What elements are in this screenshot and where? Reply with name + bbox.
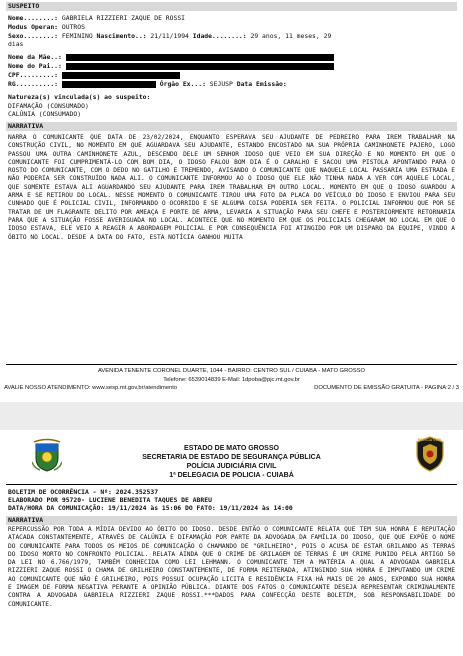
modus-value: OUTROS <box>61 23 85 31</box>
sexo-row <box>8 32 331 40</box>
header-divider <box>6 484 457 485</box>
nascimento-label: Nascimento..: <box>96 32 147 40</box>
narrativa-text: NARRA O COMUNICANTE QUE DATA DE 23/02/2024, ENQUANTO ESPERAVA SEU AJUDANTE DE PEDREIRO PARA IREM TRABALHAR NA CONSTRUÇÃO CIVIL, NO MOMENTO EM QUE AGUARDAVA SEU AJUDANTE, ESTANDO ENCOSTADO NA SUA PRÓPRIA CAMINHONETE PAJERO, LOGO PASSOU UMA OUTRA CAMINHONETE AZUL, DESCENDO DELE UM SENHOR IDOSO QUE VEIO EM SUA DIREÇÃO E NO MOMENTO EM QUE O COMUNICANTE FOI CUMPRIMENTÁ-LO COM BOM DIA, O IDOSO FALOU BOM DIA É O CARALHO E SACOU UMA PISTOLA APONTANDO PARA O ROSTO DO COMUNICANTE, COM O DEDO NO GATILHO E TREMENDO, AVISANDO O COMUNICANTE QUE NAQUELE LOCAL PASSARIA UMA ESTRADA E NÃO PODERIA SER CONSTRUÍDO NADA ALI. O COMUNICANTE INFORMOU AO O IDOSO QUE ELE NÃO TINHA NADA A VER COM AQUELE LOCAL, QUE SOMENTE ESTAVA ALI AGUARDANDO SEU AJUDANTE PARA IREM TRABALHAR EM OUTRO LOCAL. MOMENTO EM QUE O IDOSO GUARDOU A ARMA E SE RETIROU DO LOCAL. NESSE MOMENTO O COMUNICANTE TIROU UMA FOTO DA PLACA DO VEÍCULO DO IDOSO E ENVIOU PARA SEU CUNHADO QUE É POLICIAL CIVIL, INFORMANDO O OCORRIDO E SE ALGUMA COISA PODERIA SER FEITA. O POLICIAL INFORMOU QUE POR SE TRATAR DE UM FLAGRANTE DELITO POR AMEAÇA E PORTE DE ARMA, LEVARIA A SITUAÇÃO PARA SEU CHEFE E POSTERIORMENTE RETORNARIA PARA QUE A SITUAÇÃO FOSSE AVERIGUADA NO LOCAL. ACONTECE QUE NO MOMENTO EM QUE OS POLICIAIS CHEGARAM NO LOCAL EM QUE O IDOSO ESTAVA, ELE VEIO A REAGIR A ABORDAGEM POLICIAL E POR CONSEQUÊNCIA FOI ATINGIDO POR UM DISPARO DA EQUIPE, VINDO A ÓBITO NO LOCAL. DESDE A DATA DO FATO, ESTA NOTÍCIA GANHOU MUITA <box>8 134 455 241</box>
mae-label: Nome da Mãe..: <box>8 53 62 61</box>
idade-label: Idade........: <box>192 32 247 40</box>
natureza-item: CALÚNIA (CONSUMADO) <box>8 110 82 118</box>
footer-address: AVENIDA TENENTE CORONEL DUARTE, 1044 - BAIRRO: CENTRO SUL / CUIABA - MATO GROSSO <box>97 368 366 374</box>
page-three <box>0 430 463 656</box>
nascimento-value: 21/11/1994 <box>150 32 189 40</box>
data-hora-comunicacao: DATA/HORA DA COMUNICAÇÃO: 19/11/2024 às 15:06 DO FATO: 19/11/2024 às 14:00 <box>8 504 293 512</box>
rg-row <box>8 80 287 88</box>
idade-value: 29 anos, 11 meses, 29 <box>250 32 332 40</box>
idade-continuation: dias <box>8 40 24 48</box>
nome-value: GABRIELA RIZZIERI ZAQUE DE ROSSI <box>61 14 186 22</box>
data-emissao-label: Data Emissão: <box>236 80 287 88</box>
badge-text: POLÍCIA CIVIL <box>417 438 443 442</box>
cpf-row <box>8 71 180 79</box>
pai-redaction <box>66 63 334 70</box>
header-state: ESTADO DE MATO GROSSO <box>184 445 279 452</box>
cpf-redaction <box>62 72 180 79</box>
sexo-value: FEMININO <box>61 32 93 40</box>
pai-row <box>8 62 334 70</box>
rg-redaction <box>62 81 156 88</box>
footer-contact: Telefone: 6539014839 E-Mail: 1dpoba@pjc.mt.gov.br <box>163 377 300 383</box>
footer-page-number: DOCUMENTO DE EMISSÃO GRATUITA - PAGINA:2 / 3 <box>314 385 459 391</box>
footer-evaluation-link[interactable]: AVALIE NOSSO ATENDIMENTO: www.sesp.mt.gov.br/atendimento <box>4 385 178 391</box>
modus-label: Modus Operan: <box>8 23 59 31</box>
natureza-item: DIFAMAÇÃO (CONSUMADO) <box>8 102 89 110</box>
cpf-label: CPF.........: <box>8 71 59 79</box>
modus-row <box>8 23 85 31</box>
police-badge-icon <box>415 436 445 472</box>
mae-row <box>8 53 334 61</box>
elaborado-por: ELABORADO POR 95720- LUCIENE BENEDITA TAQUES DE ABREU <box>8 496 212 504</box>
mae-redaction <box>66 54 334 61</box>
page-separator <box>0 402 463 430</box>
header-police: POLÍCIA JUDICIÁRIA CIVIL <box>186 463 277 470</box>
header-secretariat: SECRETARIA DE ESTADO DE SEGURANÇA PÚBLICA <box>142 454 321 461</box>
orgao-value: SEJUSP <box>209 80 233 88</box>
header-delegacia: 1ª DELEGACIA DE POLICIA - CUIABÁ <box>169 472 294 479</box>
pai-label: Nome do Pai..: <box>8 62 62 70</box>
natureza-label: Natureza(s) vinculada(s) ao suspeito: <box>8 93 151 101</box>
sexo-label: Sexo........: <box>8 32 59 40</box>
narrativa-text: REPERCUSSÃO POR TODA A MÍDIA DEVIDO AO ÓBITO DO IDOSO. DESDE ENTÃO O COMUNICANTE RELATA QUE TEM SUA HONRA E REPUTAÇÃO ATACADA CONSTANTEMENTE, ATRAVÉS DE CALÚNIA E DIFAMAÇÃO POR PARTE DA ADVOGADA DA FAMÍLIA DO IDOSO, QUE QUE EXPÕE O NOME DO COMUNICANTE PARA TODOS OS MEIOS DE COMUNICAÇÃO O CHAMANDO DE "GRILHEIRO", POIS O ACUSA DE ESTAR GRILANDO AS TERRAS DO IDOSO MORTO NO CONFRONTO POLICIAL. RELATA AINDA QUE O CRIME DE GRILAGEM DE TERRAS É UM CRIME PUNIDO PELA ARTIGO 50 DA LEI NO 6.766/1979, TAMBÉM CONHECIDA COMO LEI LEHMANN. O COMUNICANTE TEM A MATÉRIA A QUAL A ADVOGADA GABRIELA RIZZIERI ZAQUE ROSSI O CHAMA DE GRILHEIRO CONSTANTEMENTE, DE FORMA REITERADA, ATINGINDO SUA HONRA E IMPUTANDO UM CRIME AO COMUNICANTE QUE NÃO É GRILHEIRO, POIS POSSUI OCUPAÇÃO LICITA E RESIDÊNCIA FIXA HÁ MAIS DE 20 ANOS, EXPONDO SUA HONRA E IMAGEM DE FORMA NEGATIVA PERANTE A OPINIÃO PÚBLICA. DIANTE DOS FATOS O COMUNICANTE DESEJA REPRESENTAR CRIMINALMENTE CONTRA A ADVOGADA GABRIELA RIZZIERI ZAQUE ROSSI.***DADOS PARA CONFECÇÃO DESTE BOLETIM, SOB RESPONSABILIDADE DO COMUNICANTE. <box>8 526 455 608</box>
narrativa-section-header: NARRATIVA <box>6 122 457 131</box>
footer-divider <box>6 364 457 365</box>
orgao-label: Órgão Ex...: <box>159 80 206 88</box>
rg-label: RG..........: <box>8 80 59 88</box>
nome-row <box>8 14 185 22</box>
narrativa-section-header: NARRATIVA <box>6 516 457 525</box>
nome-label: Nome........: <box>8 14 59 22</box>
boletim-number: BOLETIM DE OCORRÊNCIA - Nº: 2024.352537 <box>8 488 159 496</box>
suspeito-section-header: SUSPEITO <box>6 2 457 11</box>
